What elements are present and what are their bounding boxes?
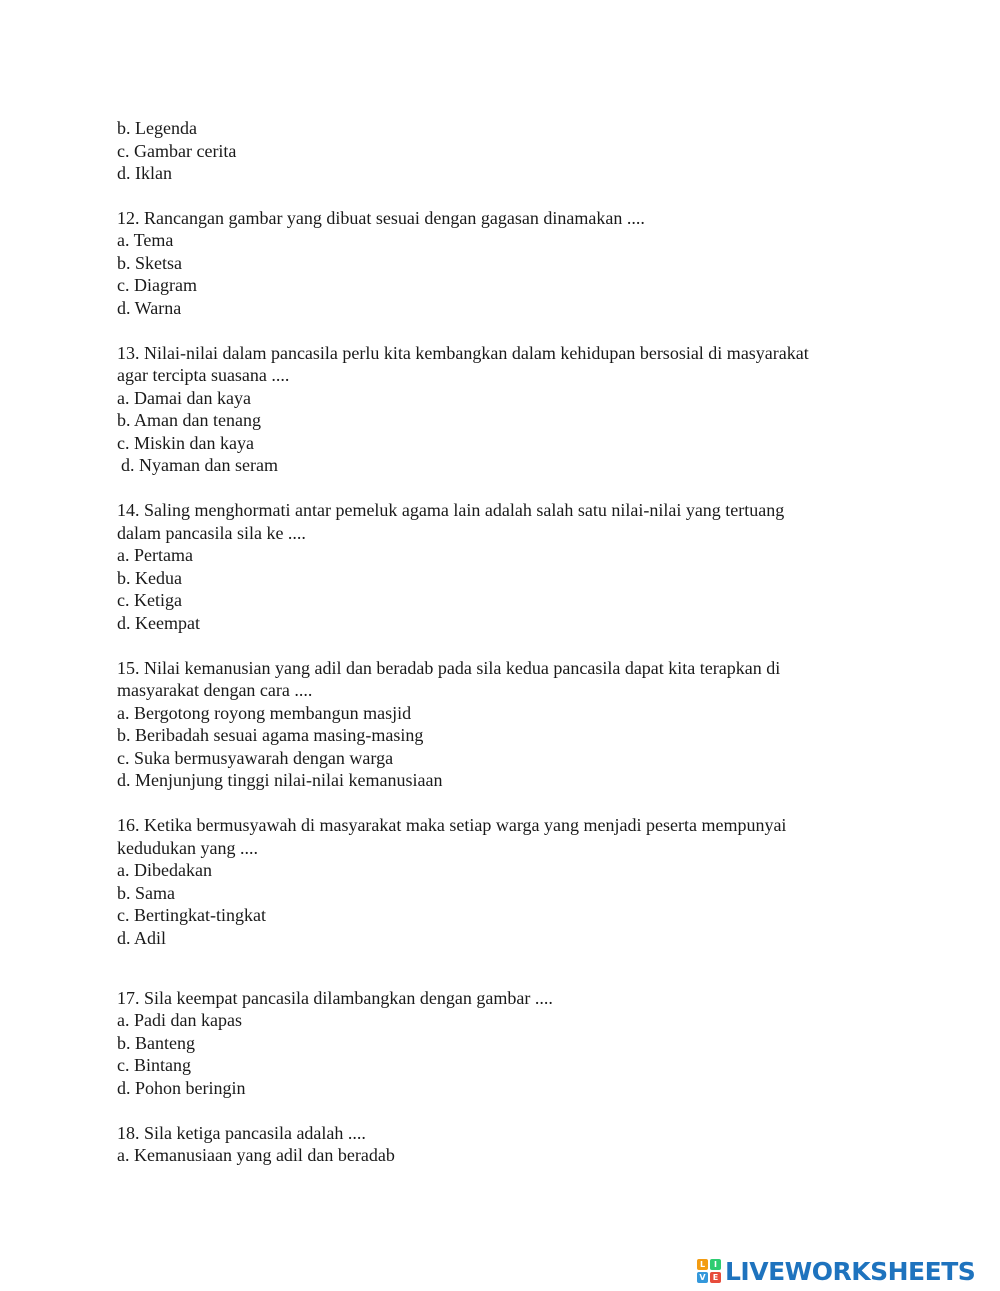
question-18: 18. Sila ketiga pancasila adalah .... xyxy=(117,1123,366,1143)
option-16d: d. Adil xyxy=(117,928,167,948)
option-13c: c. Miskin dan kaya xyxy=(117,433,254,453)
question-12: 12. Rancangan gambar yang dibuat sesuai dengan gagasan dinamakan .... xyxy=(117,208,645,228)
option-12a: a. Tema xyxy=(117,230,174,250)
option-17a: a. Padi dan kapas xyxy=(117,1010,242,1030)
question-16-cont: kedudukan yang .... xyxy=(117,838,258,858)
option-12c: c. Diagram xyxy=(117,275,197,295)
question-15-cont: masyarakat dengan cara .... xyxy=(117,680,313,700)
option-17b: b. Banteng xyxy=(117,1033,195,1053)
option-12b: b. Sketsa xyxy=(117,253,182,273)
question-16: 16. Ketika bermusyawah di masyarakat maka setiap warga yang menjadi peserta mempunyai xyxy=(117,815,787,835)
option-16b: b. Sama xyxy=(117,883,175,903)
option-16c: c. Bertingkat-tingkat xyxy=(117,905,266,925)
question-17: 17. Sila keempat pancasila dilambangkan dengan gambar .... xyxy=(117,988,553,1008)
liveworksheets-logo-icon xyxy=(697,1259,721,1283)
option-15d: d. Menjunjung tinggi nilai-nilai kemanusiaan xyxy=(117,770,443,790)
option-18a: a. Kemanusiaan yang adil dan beradab xyxy=(117,1145,395,1165)
option-13b: b. Aman dan tenang xyxy=(117,410,261,430)
question-13-cont: agar tercipta suasana .... xyxy=(117,365,290,385)
option-14a: a. Pertama xyxy=(117,545,193,565)
option-17d: d. Pohon beringin xyxy=(117,1078,246,1098)
option-13d: d. Nyaman dan seram xyxy=(121,455,278,475)
option-14b: b. Kedua xyxy=(117,568,182,588)
option-17c: c. Bintang xyxy=(117,1055,191,1075)
option-16a: a. Dibedakan xyxy=(117,860,212,880)
option-11c: c. Gambar cerita xyxy=(117,141,237,161)
logo-wordmark: LIVEWORKSHEETS xyxy=(725,1256,976,1286)
question-14: 14. Saling menghormati antar pemeluk agama lain adalah salah satu nilai-nilai yang tertuang xyxy=(117,500,785,520)
option-14c: c. Ketiga xyxy=(117,590,182,610)
question-13: 13. Nilai-nilai dalam pancasila perlu kita kembangkan dalam kehidupan bersosial di masyarakat xyxy=(117,343,809,363)
logo-tile-i: I xyxy=(710,1259,721,1270)
option-15a: a. Bergotong royong membangun masjid xyxy=(117,703,412,723)
liveworksheets-logo xyxy=(697,1254,975,1288)
option-15b: b. Beribadah sesuai agama masing-masing xyxy=(117,725,424,745)
option-14d: d. Keempat xyxy=(117,613,200,633)
logo-tile-v: V xyxy=(697,1272,708,1283)
option-11d: d. Iklan xyxy=(117,163,172,183)
option-11b: b. Legenda xyxy=(117,118,197,138)
question-15: 15. Nilai kemanusian yang adil dan beradab pada sila kedua pancasila dapat kita terapkan di xyxy=(117,658,781,678)
logo-tile-e: E xyxy=(710,1272,721,1283)
option-12d: d. Warna xyxy=(117,298,182,318)
option-15c: c. Suka bermusyawarah dengan warga xyxy=(117,748,394,768)
option-13a: a. Damai dan kaya xyxy=(117,388,251,408)
question-14-cont: dalam pancasila sila ke .... xyxy=(117,523,306,543)
logo-tile-l: L xyxy=(697,1259,708,1270)
